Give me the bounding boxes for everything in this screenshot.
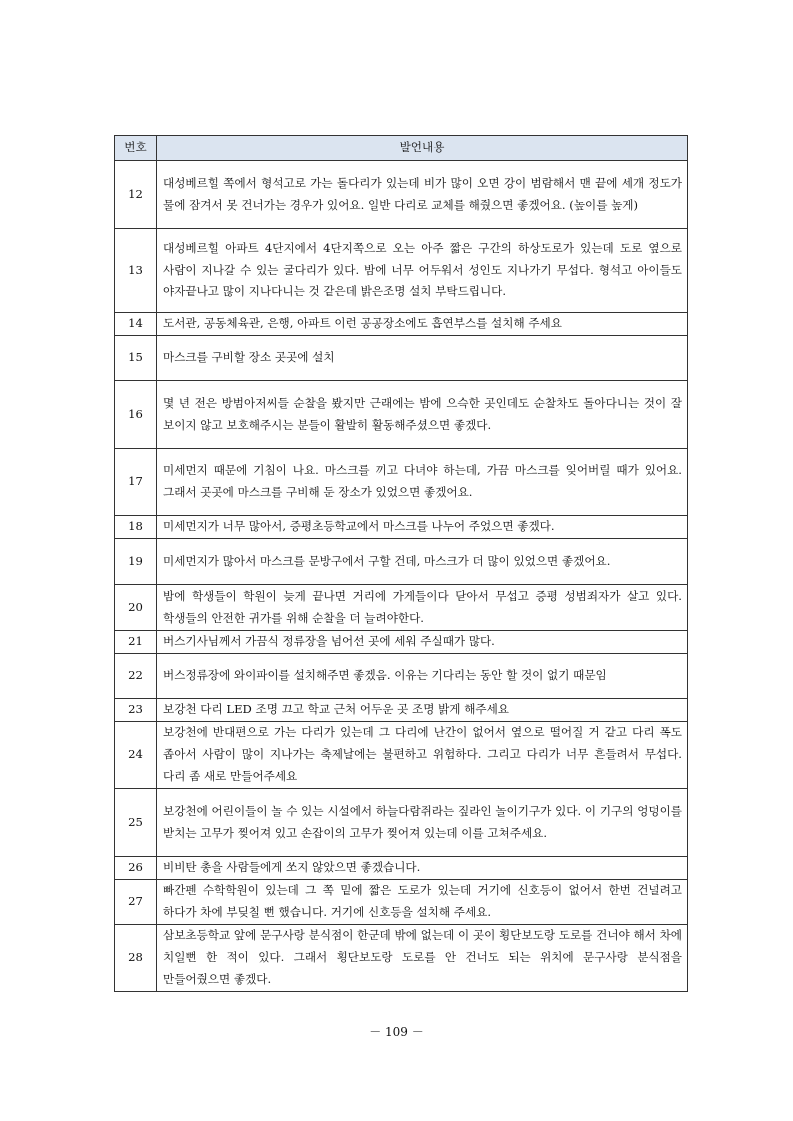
table-row — [115, 313, 688, 336]
table-row — [115, 925, 688, 992]
row-text: 버스기사님께서 가끔식 정류장을 넘어선 곳에 세워 주실때가 많다. — [157, 631, 688, 654]
table-row — [115, 336, 688, 381]
row-number: 23 — [115, 699, 157, 722]
row-text: 버스정류장에 와이파이를 설치해주면 좋겠음. 이유는 기다리는 동안 할 것이 없기 때문임 — [157, 654, 688, 699]
row-text: 미세먼지 때문에 기침이 나요. 마스크를 끼고 다녀야 하는데, 가끔 마스크를 잊어버릴 때가 있어요. 그래서 곳곳에 마스크를 구비해 둔 장소가 있었으면 좋겠어요. — [157, 449, 688, 516]
row-number: 13 — [115, 229, 157, 313]
row-number: 18 — [115, 516, 157, 539]
row-text: 마스크를 구비할 장소 곳곳에 설치 — [157, 336, 688, 381]
row-text: 보강천에 반대편으로 가는 다리가 있는데 그 다리에 난간이 없어서 옆으로 떨어질 거 같고 다리 폭도 좁아서 사람이 많이 지나가는 축제날에는 불편하고 위험하다. 그리고 다리가 너무 흔들려서 무섭다. 다리 좀 새로 만들어주세요 — [157, 722, 688, 789]
table-row — [115, 722, 688, 789]
table-row — [115, 381, 688, 449]
table-row — [115, 229, 688, 313]
table-row — [115, 880, 688, 925]
table-row — [115, 161, 688, 229]
header-number: 번호 — [115, 136, 157, 161]
row-number: 24 — [115, 722, 157, 789]
table-row — [115, 699, 688, 722]
row-number: 14 — [115, 313, 157, 336]
table-row — [115, 449, 688, 516]
row-number: 26 — [115, 857, 157, 880]
row-number: 19 — [115, 539, 157, 585]
row-text: 미세먼지가 많아서 마스크를 문방구에서 구할 건데, 마스크가 더 많이 있었으면 좋겠어요. — [157, 539, 688, 585]
row-number: 15 — [115, 336, 157, 381]
header-content: 발언내용 — [157, 136, 688, 161]
page-number: － 109 － — [369, 1025, 424, 1039]
row-text: 보강천 다리 LED 조명 끄고 학교 근처 어두운 곳 조명 밝게 해주세요 — [157, 699, 688, 722]
remarks-table — [114, 135, 688, 992]
row-text: 도서관, 공동체육관, 은행, 아파트 이런 공공장소에도 흡연부스를 설치해 주세요 — [157, 313, 688, 336]
row-number: 25 — [115, 789, 157, 857]
row-number: 28 — [115, 925, 157, 992]
row-number: 17 — [115, 449, 157, 516]
table-row — [115, 539, 688, 585]
table-row — [115, 789, 688, 857]
row-number: 27 — [115, 880, 157, 925]
table-row — [115, 631, 688, 654]
row-text: 밤에 학생들이 학원이 늦게 끝나면 거리에 가게들이다 닫아서 무섭고 증평 성범죄자가 살고 있다. 학생들의 안전한 귀가를 위해 순찰을 더 늘려야한다. — [157, 585, 688, 631]
row-text: 빠간펜 수학학원이 있는데 그 쪽 밑에 짧은 도로가 있는데 거기에 신호등이 없어서 한번 건널려고 하다가 차에 부딪칠 뻔 했습니다. 거기에 신호등을 설치해 주세요. — [157, 880, 688, 925]
row-text: 보강천에 어린이들이 놀 수 있는 시설에서 하늘다람쥐라는 짚라인 놀이기구가 있다. 이 기구의 엉덩이를 받치는 고무가 찢어져 있고 손잡이의 고무가 찢어져 있는데 이를 고쳐주세요. — [157, 789, 688, 857]
table-row — [115, 857, 688, 880]
row-text: 미세먼지가 너무 많아서, 증평초등학교에서 마스크를 나누어 주었으면 좋겠다. — [157, 516, 688, 539]
row-number: 20 — [115, 585, 157, 631]
row-number: 22 — [115, 654, 157, 699]
header-row — [115, 136, 688, 161]
row-text: 대성베르힐 아파트 4단지에서 4단지쪽으로 오는 아주 짧은 구간의 하상도로가 있는데 도로 옆으로 사람이 지나갈 수 있는 굴다리가 있다. 밤에 너무 어두워서 성인도 지나가기 무섭다. 형석고 아이들도 야자끝나고 많이 지나다니는 것 같은데 밝은조명 설치 부탁드립니다. — [157, 229, 688, 313]
row-text: 삼보초등학교 앞에 문구사랑 분식점이 한군데 밖에 없는데 이 곳이 횡단보도랑 도로를 건너야 해서 차에 치일뻔 한 적이 있다. 그래서 횡단보도랑 도로를 안 건너도 되는 위치에 문구사랑 분식점을 만들어줬으면 좋겠다. — [157, 925, 688, 992]
table-row — [115, 654, 688, 699]
row-text: 대성베르힐 쪽에서 형석고로 가는 돌다리가 있는데 비가 많이 오면 강이 범람해서 맨 끝에 세개 정도가 물에 잠겨서 못 건너가는 경우가 있어요. 일반 다리로 교체를 해줬으면 좋겠어요. (높이를 높게) — [157, 161, 688, 229]
row-number: 16 — [115, 381, 157, 449]
row-number: 12 — [115, 161, 157, 229]
table-row — [115, 516, 688, 539]
table-row — [115, 585, 688, 631]
row-text: 비비탄 총을 사람들에게 쏘지 않았으면 좋겠습니다. — [157, 857, 688, 880]
row-number: 21 — [115, 631, 157, 654]
row-text: 몇 년 전은 방범아저씨들 순찰을 봤지만 근래에는 밤에 으슥한 곳인데도 순찰차도 돌아다니는 것이 잘 보이지 않고 보호해주시는 분들이 활발히 활동해주셨으면 좋겠다. — [157, 381, 688, 449]
